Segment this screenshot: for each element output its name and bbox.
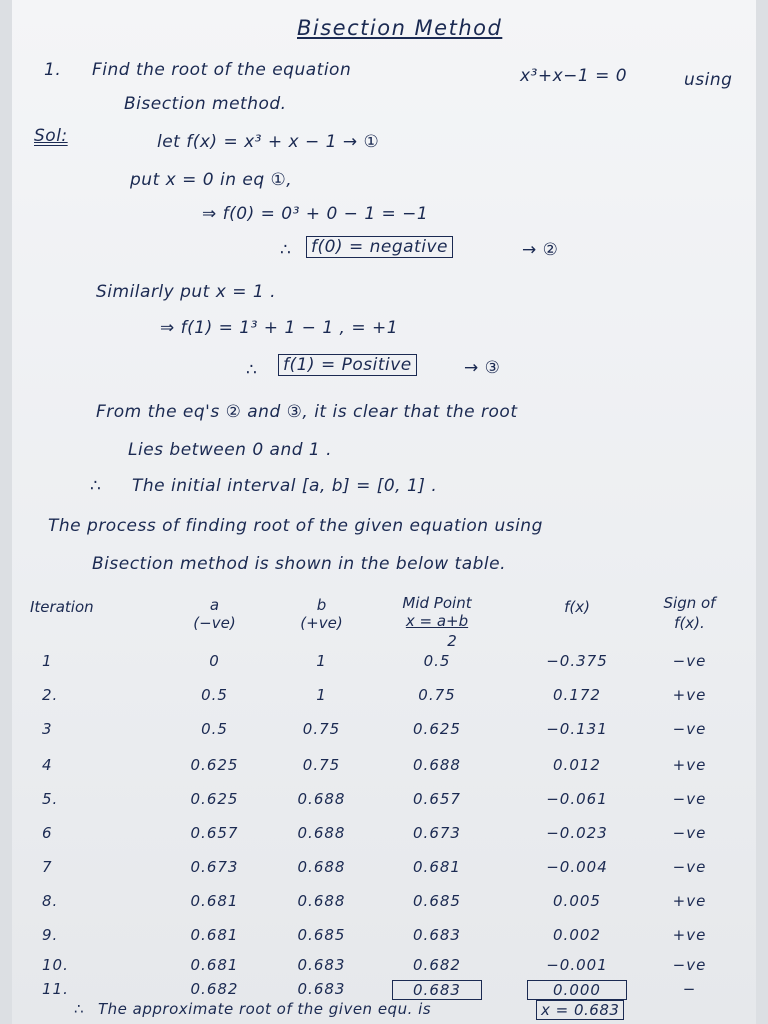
fx-cell: −0.001 xyxy=(546,956,608,974)
sign-cell: +ve xyxy=(672,756,707,774)
a-cell: 0.657 xyxy=(190,824,239,842)
f0-calculation: ⇒ f(0) = 0³ + 0 − 1 = −1 xyxy=(202,204,429,224)
header-a-sign: (−ve) xyxy=(193,614,236,632)
header-b: b xyxy=(316,596,327,614)
midpoint-cell: 0.75 xyxy=(418,686,456,704)
iteration-cell: 11. xyxy=(42,980,69,998)
fx-cell: 0.012 xyxy=(553,756,601,774)
iteration-cell: 3 xyxy=(42,720,53,738)
sign-cell: − xyxy=(682,980,697,998)
fx-cell: 0.172 xyxy=(553,686,601,704)
iteration-cell: 8. xyxy=(42,892,59,910)
midpoint-cell: 0.683 xyxy=(392,980,482,1000)
iteration-cell: 2. xyxy=(42,686,59,704)
header-b-sign: (+ve) xyxy=(300,614,343,632)
sign-cell: +ve xyxy=(672,892,707,910)
iteration-cell: 7 xyxy=(42,858,53,876)
b-cell: 0.683 xyxy=(297,980,346,998)
b-cell: 0.683 xyxy=(297,956,346,974)
midpoint-cell: 0.688 xyxy=(413,756,461,774)
header-sign-fx: f(x). xyxy=(674,614,705,632)
fx-cell: −0.375 xyxy=(546,652,608,670)
header-fx: f(x) xyxy=(564,598,590,616)
fx-cell: 0.000 xyxy=(527,980,627,1000)
sign-cell: −ve xyxy=(672,652,707,670)
midpoint-cell: 0.683 xyxy=(413,926,461,944)
iteration-cell: 1 xyxy=(42,652,53,670)
b-cell: 0.75 xyxy=(302,756,341,774)
b-cell: 0.75 xyxy=(302,720,341,738)
iteration-cell: 4 xyxy=(42,756,53,774)
midpoint-cell: 0.682 xyxy=(413,956,461,974)
b-cell: 0.688 xyxy=(297,824,346,842)
conclusion-text: The approximate root of the given equ. is xyxy=(98,1000,432,1018)
therefore-symbol: ∴ xyxy=(90,476,102,496)
b-cell: 0.688 xyxy=(297,790,346,808)
a-cell: 0.681 xyxy=(190,892,239,910)
b-cell: 1 xyxy=(316,686,327,704)
sign-cell: −ve xyxy=(672,790,707,808)
question-using: using xyxy=(684,70,733,90)
a-cell: 0.681 xyxy=(190,926,239,944)
fx-cell: −0.061 xyxy=(546,790,608,808)
iteration-cell: 6 xyxy=(42,824,53,842)
b-cell: 0.688 xyxy=(297,858,346,876)
sign-cell: −ve xyxy=(672,720,707,738)
header-mid-formula: x = a+b xyxy=(405,612,469,630)
b-cell: 1 xyxy=(316,652,327,670)
f0-result-box: f(0) = negative xyxy=(306,236,453,258)
sign-cell: −ve xyxy=(672,956,707,974)
midpoint-cell: 0.673 xyxy=(413,824,461,842)
midpoint-cell: 0.657 xyxy=(413,790,461,808)
midpoint-cell: 0.681 xyxy=(413,858,461,876)
question-number: 1. xyxy=(44,60,62,80)
midpoint-cell: 0.685 xyxy=(413,892,461,910)
a-cell: 0.681 xyxy=(190,956,239,974)
iteration-cell: 10. xyxy=(42,956,69,974)
header-mid-denominator: 2 xyxy=(447,632,457,650)
notebook-page xyxy=(12,0,756,1024)
sign-cell: −ve xyxy=(672,858,707,876)
solution-label: Sol: xyxy=(34,126,68,146)
sign-cell: +ve xyxy=(672,686,707,704)
question-equation: x³+x−1 = 0 xyxy=(520,66,628,86)
midpoint-cell: 0.625 xyxy=(413,720,461,738)
put-zero-line: put x = 0 in eq ①, xyxy=(130,170,293,190)
let-equation: let f(x) = x³ + x − 1 → ① xyxy=(157,132,380,152)
f1-reference: → ③ xyxy=(464,358,501,378)
final-answer-box: x = 0.683 xyxy=(536,1000,624,1020)
from-equations-line: From the eq's ② and ③, it is clear that the root xyxy=(96,402,518,422)
fx-cell: −0.004 xyxy=(546,858,608,876)
iteration-cell: 5. xyxy=(42,790,59,808)
process-line-1: The process of finding root of the given equation using xyxy=(48,516,543,536)
f1-result-box: f(1) = Positive xyxy=(278,354,417,376)
midpoint-cell: 0.5 xyxy=(423,652,451,670)
fx-cell: 0.002 xyxy=(553,926,601,944)
b-cell: 0.688 xyxy=(297,892,346,910)
f1-calculation: ⇒ f(1) = 1³ + 1 − 1 , = +1 xyxy=(160,318,399,338)
a-cell: 0.673 xyxy=(190,858,239,876)
a-cell: 0.5 xyxy=(201,720,228,738)
therefore-symbol: ∴ xyxy=(280,240,292,260)
a-cell: 0.682 xyxy=(190,980,239,998)
therefore-symbol: ∴ xyxy=(246,360,258,380)
sign-cell: +ve xyxy=(672,926,707,944)
question-line2: Bisection method. xyxy=(124,94,287,114)
f0-reference: → ② xyxy=(522,240,559,260)
iteration-cell: 9. xyxy=(42,926,59,944)
lies-between-line: Lies between 0 and 1 . xyxy=(128,440,333,460)
similarly-line: Similarly put x = 1 . xyxy=(96,282,276,302)
header-a: a xyxy=(209,596,220,614)
sign-cell: −ve xyxy=(672,824,707,842)
a-cell: 0.5 xyxy=(201,686,228,704)
fx-cell: 0.005 xyxy=(553,892,601,910)
a-cell: 0.625 xyxy=(190,756,239,774)
initial-interval-line: The initial interval [a, b] = [0, 1] . xyxy=(132,476,438,496)
question-text: Find the root of the equation xyxy=(92,60,352,80)
fx-cell: −0.023 xyxy=(546,824,608,842)
fx-cell: −0.131 xyxy=(546,720,608,738)
a-cell: 0 xyxy=(209,652,220,670)
b-cell: 0.685 xyxy=(297,926,346,944)
header-iteration: Iteration xyxy=(30,598,94,616)
a-cell: 0.625 xyxy=(190,790,239,808)
process-line-2: Bisection method is shown in the below table. xyxy=(92,554,507,574)
page-title: Bisection Method xyxy=(297,16,503,40)
header-sign: Sign of xyxy=(663,594,716,612)
conclusion-therefore: ∴ xyxy=(74,1000,85,1018)
header-midpoint: Mid Point xyxy=(402,594,472,612)
